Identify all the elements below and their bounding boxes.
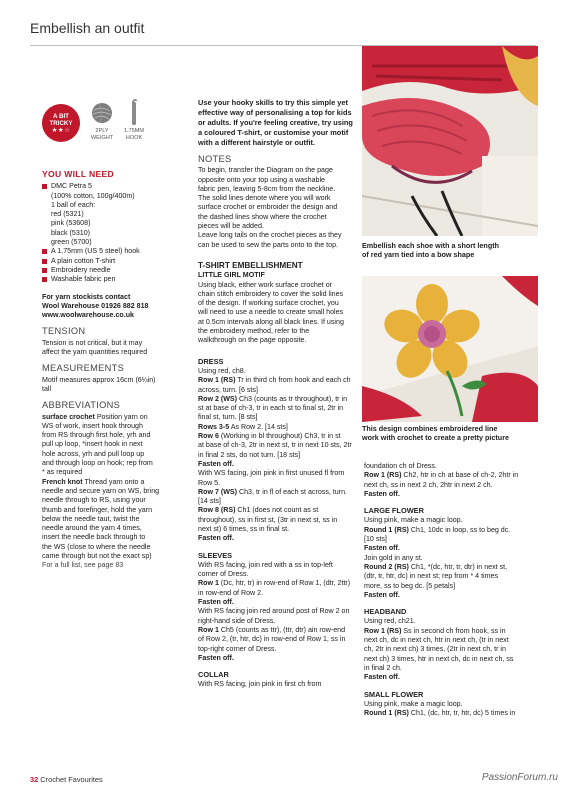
collar-text: With RS facing, join pink in first ch from bbox=[198, 680, 322, 689]
little-girl-subheading: LITTLE GIRL MOTIF bbox=[198, 271, 265, 280]
you-will-need-heading: YOU WILL NEED bbox=[42, 169, 115, 179]
headband-heading: HEADBAND bbox=[364, 607, 407, 617]
dress-text: Using red, ch8. Row 1 (RS) Tr in third ch from hook and each ch across, turn. [6 sts] Row 2 (WS) Ch3 (counts as tr throughout), tr in st at base of ch-3, tr in each st to final st, 2tr in final st, turn. [8 sts] Rows 3-5 As Row 2. [14 sts] Row 6 (Working in bl throughout) Ch3, tr in st at base of ch-3, 2tr in next st, tr in next 10 sts, 2tr in final 2 sts, do not turn. [18 sts] Fasten off. With WS facing, join pink in first unused fl from Row 5. Row 7 (WS) Ch3, tr in fl of each st across, turn. [14 sts] Row 8 (RS) Ch1 (does not count as st throughout), ss in first st, (3tr in next st, ss in next st) 6 times, ss in final st. Fasten off. bbox=[198, 366, 352, 543]
abbrev-surface-crochet: surface crochet Position yarn on WS of work, insert hook through from RS through first hole, yrh and pull up loop, *insert hook in next hole across, yrh and pull loop up and through loop on hook; rep from * as required bbox=[42, 412, 153, 477]
yarn-ball-icon bbox=[91, 102, 113, 124]
bullet-square-icon bbox=[42, 277, 47, 282]
tension-heading: TENSION bbox=[42, 326, 86, 337]
shoe-bow-photo bbox=[362, 46, 538, 236]
small-flower-text: Using pink, make a magic loop. Round 1 (RS) Ch1, (dc, htr, tr, htr, dc) 5 times in bbox=[364, 699, 516, 718]
large-flower-heading: LARGE FLOWER bbox=[364, 506, 424, 516]
list-item: Washable fabric pen bbox=[42, 275, 164, 284]
yarn-weight-label: 2PLY WEIGHT bbox=[90, 128, 114, 141]
full-list-link[interactable]: For a full list, see page 83 bbox=[42, 561, 124, 570]
tension-text: Tension is not critical, but it may affect the yarn quantities required bbox=[42, 338, 148, 357]
list-item: A 1.75mm (US 5 steel) hook bbox=[42, 247, 164, 256]
page-footer bbox=[30, 775, 103, 784]
abbrev-french-knot: French knot Thread yarn onto a needle and secure yarn on WS, bring needle through to RS, using your thumb and forefinger, hold the yarn below the needle taut, twist the needle around the yarn 4 times, insert the needle back through to the WS (close to where the needle came through but not the exact sp) bbox=[42, 477, 160, 560]
badge-line1: A BIT bbox=[53, 113, 69, 120]
measurements-heading: MEASUREMENTS bbox=[42, 363, 125, 374]
bullet-square-icon bbox=[42, 259, 47, 264]
intro-text: Use your hooky skills to try this simple yet effective way of personalising a top for kids or adults. If you're feeling creative, try using a coloured T-shirt, or customise your motif with a different hairstyle or outfit. bbox=[198, 98, 353, 147]
flower-motif-photo bbox=[362, 276, 538, 422]
difficulty-badge bbox=[42, 104, 80, 142]
right-column: foundation ch of Dress. Row 1 (RS) Ch2, htr in ch at base of ch-2, 2htr in next ch, ss in next 2 ch, 2htr in next 2 ch. Fasten off. LARGE FLOWER Using pink, make a magic loop. Round 1 (RS) Ch1, 10dc in loop, ss to beg dc. [10 sts] Fasten off. Join gold in any st. Round 2 (RS) Ch1, *(dc, htr, tr, dtr) in next st, (dtr, tr, htr, dc) in next st; rep from * 4 times more, ss to beg dc. [5 petals] Fasten off. HEADBAND Using red, ch21. Row 1 (RS) Ss in second ch from hook, ss in next ch, dc in next ch, htr in next ch, (tr in next ch, 2tr in next ch) 3 times, (2tr in next ch, tr in next ch) 3 times, htr in next ch, dc in next ch, ss in final 2 ch. Fasten off. SMALL FLOWER Using pink, make a magic loop. Round 1 (RS) Ch1, (dc, htr, tr, htr, dc) 5 times in bbox=[364, 462, 536, 718]
small-flower-heading: SMALL FLOWER bbox=[364, 689, 424, 699]
bullet-square-icon bbox=[42, 184, 47, 189]
watermark: PassionForum.ru bbox=[481, 772, 558, 783]
headband-text: Using red, ch21. Row 1 (RS) Ss in second ch from hook, ss in next ch, dc in next ch, htr in next ch, (tr in next ch, 2tr in next ch) 3 times, (2tr in next ch, tr in next ch) 3 times, htr in next ch, dc in next ch, ss in final 2 ch. Fasten off. bbox=[364, 617, 514, 682]
dress-heading: DRESS bbox=[198, 356, 224, 366]
large-flower-text: Using pink, make a magic loop. Round 1 (RS) Ch1, 10dc in loop, ss to beg dc. [10 sts] Fasten off. Join gold in any st. Round 2 (RS) Ch1, *(dc, htr, tr, dtr) in next st, (dtr, tr, htr, dc) in next st; rep from * 4 times more, ss to beg dc. [5 petals] Fasten off. bbox=[364, 516, 511, 599]
tshirt-text: Using black, either work surface crochet or chain stitch embroidery to cover the solid lines of the design. If working surface crochet, you will need to use a needle to create small holes at 0.5cm intervals along all black lines. If using the embroidery method, refer to the walkthrough on the page opposite. bbox=[198, 280, 344, 345]
abbreviations-heading: ABBREVIATIONS bbox=[42, 400, 121, 411]
bullet-square-icon bbox=[42, 268, 47, 273]
difficulty-stars-icon: ★★☆ bbox=[51, 127, 71, 134]
notes-text: To begin, transfer the Diagram on the page opposite onto your top using a washable fabric pen, leaving 5-8cm from the neckline. The solid lines denote where you will work surface crochet or embroider the design and the dashed lines show where the crochet pieces will be added. Leave long tails on the crochet pieces as they can be used to sew the parts onto to the top. bbox=[198, 166, 342, 249]
sleeves-text: With RS facing, join red with a ss in top-left corner of Dress. Row 1 (Dc, htr, tr) in row-end of Row 1, (dtr, 2ttr) in row-end of Row 2. Fasten off. With RS facing join red around post of Row 2 on right-hand side of Dress. Row 1 Ch5 (counts as ttr), (ttr, dtr) ain row-end of Row 2, (tr, htr, dc) in row-end of Row 1, ss in top-right corner of Dress. Fasten off. bbox=[198, 560, 351, 662]
sleeves-heading: SLEEVES bbox=[198, 550, 233, 560]
middle-column bbox=[198, 98, 353, 690]
photo1-caption: Embellish each shoe with a short length of red yarn tied into a bow shape bbox=[362, 241, 499, 260]
collar-heading: COLLAR bbox=[198, 670, 229, 680]
list-item: Embroidery needle bbox=[42, 266, 164, 275]
magazine-name: Crochet Favourites bbox=[40, 775, 103, 784]
page-title: Embellish an outfit bbox=[30, 20, 145, 36]
left-column bbox=[42, 170, 164, 571]
stockists-block: For yarn stockists contact Wool Warehouse 01926 882 818 www.woolwarehouse.co.uk bbox=[42, 292, 149, 320]
list-item: A plain cotton T-shirt bbox=[42, 257, 164, 266]
list-item: DMC Petra 5 (100% cotton, 100g/400m) 1 ball of each: red (5321) pink (53608) black (5310) green (5700) bbox=[42, 182, 164, 247]
crochet-hook-icon bbox=[128, 98, 140, 126]
tshirt-heading: T-SHIRT EMBELLISHMENT bbox=[198, 260, 303, 270]
photo2-caption: This design combines embroidered line work with crochet to create a pretty picture bbox=[362, 424, 509, 443]
bullet-square-icon bbox=[42, 249, 47, 254]
page-number: 32 bbox=[30, 775, 39, 784]
badge-line2: TRICKY bbox=[49, 120, 73, 127]
measurements-text: Motif measures approx 16cm (6¼in) tall bbox=[42, 375, 156, 393]
notes-heading: NOTES bbox=[198, 154, 232, 164]
hook-size-label: 1.75MM HOOK bbox=[123, 128, 145, 141]
